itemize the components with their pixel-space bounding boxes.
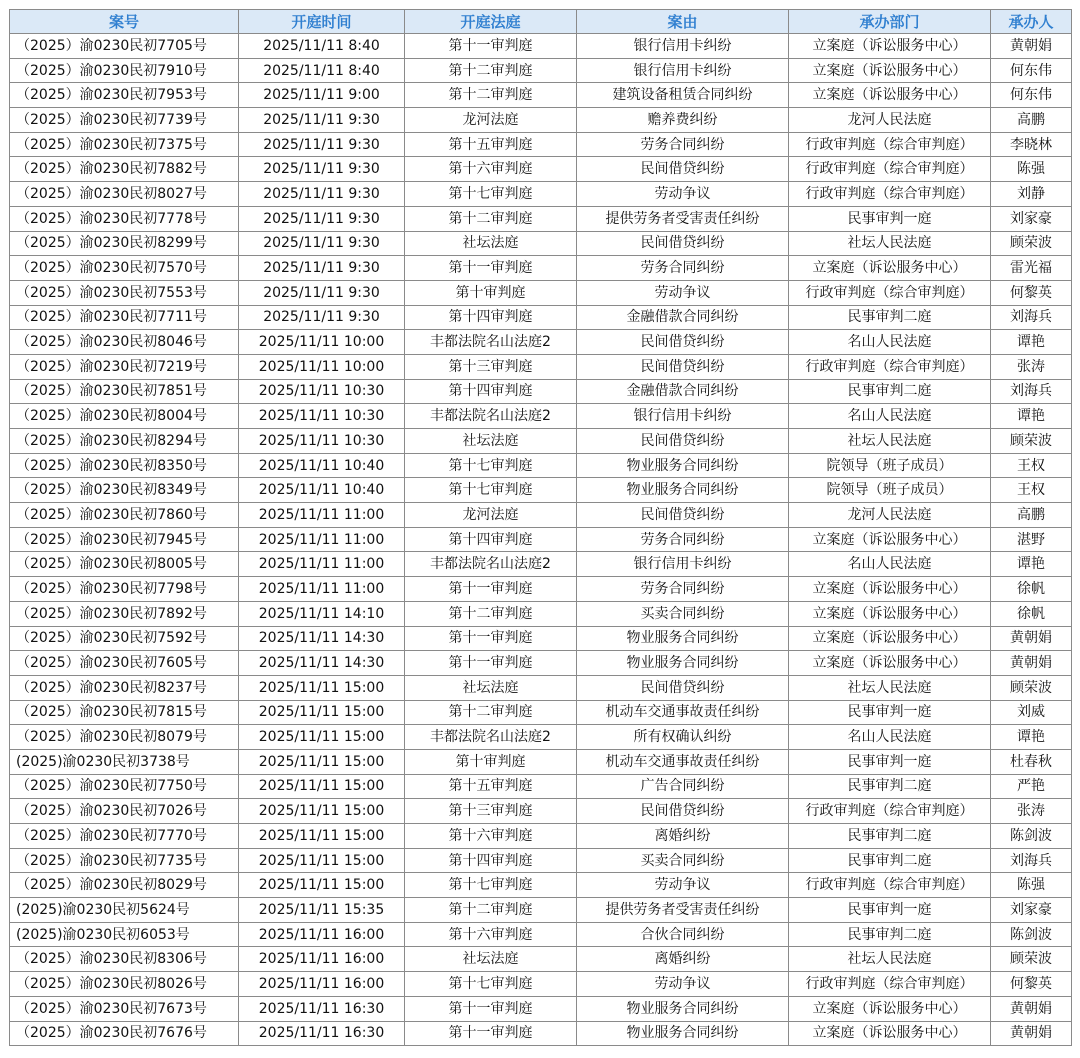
hearing-time-cell: 2025/11/11 14:10 <box>239 601 405 626</box>
courtroom-cell: 第十二审判庭 <box>405 58 577 83</box>
table-row <box>10 626 1072 651</box>
courtroom-cell: 第十五审判庭 <box>405 774 577 799</box>
cause-cell: 离婚纠纷 <box>577 947 789 972</box>
table-row <box>10 824 1072 849</box>
courtroom-cell: 第十六审判庭 <box>405 922 577 947</box>
table-row <box>10 774 1072 799</box>
table-row <box>10 922 1072 947</box>
judge-cell: 何东伟 <box>991 58 1072 83</box>
case-number-cell: （2025）渝0230民初7945号 <box>10 527 239 552</box>
cause-cell: 金融借款合同纠纷 <box>577 379 789 404</box>
courtroom-cell: 第十一审判庭 <box>405 34 577 59</box>
case-number-cell: （2025）渝0230民初8306号 <box>10 947 239 972</box>
table-row <box>10 577 1072 602</box>
department-cell: 名山人民法庭 <box>789 552 991 577</box>
table-row <box>10 749 1072 774</box>
case-number-cell: （2025）渝0230民初8349号 <box>10 478 239 503</box>
courtroom-cell: 第十一审判庭 <box>405 256 577 281</box>
cause-cell: 民间借贷纠纷 <box>577 675 789 700</box>
judge-cell: 高鹏 <box>991 108 1072 133</box>
courtroom-cell: 第十一审判庭 <box>405 577 577 602</box>
judge-cell: 陈强 <box>991 873 1072 898</box>
hearing-time-cell: 2025/11/11 15:00 <box>239 725 405 750</box>
hearing-time-cell: 2025/11/11 15:00 <box>239 774 405 799</box>
department-cell: 行政审判庭（综合审判庭） <box>789 157 991 182</box>
case-number-cell: （2025）渝0230民初8029号 <box>10 873 239 898</box>
case-number-cell: （2025）渝0230民初7815号 <box>10 700 239 725</box>
judge-cell: 刘海兵 <box>991 848 1072 873</box>
case-number-cell: (2025)渝0230民初6053号 <box>10 922 239 947</box>
judge-cell: 何黎英 <box>991 972 1072 997</box>
judge-cell: 黄朝娟 <box>991 651 1072 676</box>
table-row <box>10 379 1072 404</box>
department-cell: 社坛人民法庭 <box>789 231 991 256</box>
table-row <box>10 527 1072 552</box>
courtroom-cell: 社坛法庭 <box>405 429 577 454</box>
hearing-time-cell: 2025/11/11 8:40 <box>239 58 405 83</box>
department-cell: 龙河人民法庭 <box>789 503 991 528</box>
department-cell: 院领导（班子成员） <box>789 453 991 478</box>
courtroom-cell: 第十五审判庭 <box>405 132 577 157</box>
case-number-cell: （2025）渝0230民初7705号 <box>10 34 239 59</box>
courtroom-cell: 丰都法院名山法庭2 <box>405 552 577 577</box>
case-number-cell: （2025）渝0230民初8299号 <box>10 231 239 256</box>
judge-cell: 严艳 <box>991 774 1072 799</box>
cause-cell: 建筑设备租赁合同纠纷 <box>577 83 789 108</box>
case-number-cell: （2025）渝0230民初8237号 <box>10 675 239 700</box>
case-number-cell: （2025）渝0230民初7882号 <box>10 157 239 182</box>
case-number-cell: （2025）渝0230民初7910号 <box>10 58 239 83</box>
table-row <box>10 182 1072 207</box>
judge-cell: 黄朝娟 <box>991 996 1072 1021</box>
hearing-time-cell: 2025/11/11 15:00 <box>239 749 405 774</box>
judge-cell: 张涛 <box>991 354 1072 379</box>
hearing-time-cell: 2025/11/11 9:30 <box>239 132 405 157</box>
cause-cell: 赡养费纠纷 <box>577 108 789 133</box>
cause-cell: 金融借款合同纠纷 <box>577 305 789 330</box>
cause-cell: 银行信用卡纠纷 <box>577 404 789 429</box>
case-number-cell: （2025）渝0230民初8027号 <box>10 182 239 207</box>
cause-cell: 物业服务合同纠纷 <box>577 626 789 651</box>
hearing-time-cell: 2025/11/11 16:30 <box>239 1021 405 1046</box>
table-row <box>10 453 1072 478</box>
table-row <box>10 972 1072 997</box>
case-number-cell: （2025）渝0230民初7735号 <box>10 848 239 873</box>
cause-cell: 物业服务合同纠纷 <box>577 996 789 1021</box>
cause-cell: 物业服务合同纠纷 <box>577 478 789 503</box>
cause-cell: 劳务合同纠纷 <box>577 132 789 157</box>
cause-cell: 劳动争议 <box>577 182 789 207</box>
judge-cell: 刘家豪 <box>991 898 1072 923</box>
department-cell: 立案庭（诉讼服务中心） <box>789 996 991 1021</box>
header-case-number: 案号 <box>10 10 239 34</box>
hearing-time-cell: 2025/11/11 11:00 <box>239 552 405 577</box>
table-row <box>10 206 1072 231</box>
case-number-cell: （2025）渝0230民初8005号 <box>10 552 239 577</box>
courtroom-cell: 丰都法院名山法庭2 <box>405 725 577 750</box>
judge-cell: 陈剑波 <box>991 824 1072 849</box>
header-courtroom: 开庭法庭 <box>405 10 577 34</box>
case-number-cell: （2025）渝0230民初8294号 <box>10 429 239 454</box>
judge-cell: 黄朝娟 <box>991 626 1072 651</box>
table-row <box>10 996 1072 1021</box>
cause-cell: 离婚纠纷 <box>577 824 789 849</box>
judge-cell: 刘家豪 <box>991 206 1072 231</box>
cause-cell: 广告合同纠纷 <box>577 774 789 799</box>
courtroom-cell: 第十七审判庭 <box>405 873 577 898</box>
department-cell: 民事审判二庭 <box>789 922 991 947</box>
courtroom-cell: 第十审判庭 <box>405 749 577 774</box>
cause-cell: 劳务合同纠纷 <box>577 527 789 552</box>
table-row <box>10 873 1072 898</box>
courtroom-cell: 社坛法庭 <box>405 675 577 700</box>
case-number-cell: （2025）渝0230民初7711号 <box>10 305 239 330</box>
cause-cell: 劳动争议 <box>577 873 789 898</box>
cause-cell: 所有权确认纠纷 <box>577 725 789 750</box>
hearing-time-cell: 2025/11/11 9:30 <box>239 256 405 281</box>
hearing-time-cell: 2025/11/11 10:00 <box>239 330 405 355</box>
table-row <box>10 848 1072 873</box>
case-number-cell: （2025）渝0230民初8004号 <box>10 404 239 429</box>
header-department: 承办部门 <box>789 10 991 34</box>
judge-cell: 王权 <box>991 478 1072 503</box>
department-cell: 民事审判一庭 <box>789 206 991 231</box>
department-cell: 立案庭（诉讼服务中心） <box>789 577 991 602</box>
table-row <box>10 132 1072 157</box>
department-cell: 立案庭（诉讼服务中心） <box>789 651 991 676</box>
case-number-cell: （2025）渝0230民初7770号 <box>10 824 239 849</box>
table-row <box>10 1021 1072 1046</box>
case-number-cell: （2025）渝0230民初7892号 <box>10 601 239 626</box>
hearing-time-cell: 2025/11/11 11:00 <box>239 527 405 552</box>
hearing-time-cell: 2025/11/11 15:00 <box>239 848 405 873</box>
hearing-time-cell: 2025/11/11 15:00 <box>239 799 405 824</box>
hearing-time-cell: 2025/11/11 11:00 <box>239 577 405 602</box>
case-number-cell: （2025）渝0230民初7553号 <box>10 280 239 305</box>
department-cell: 名山人民法庭 <box>789 330 991 355</box>
courtroom-cell: 第十四审判庭 <box>405 305 577 330</box>
cause-cell: 银行信用卡纠纷 <box>577 58 789 83</box>
cause-cell: 机动车交通事故责任纠纷 <box>577 749 789 774</box>
table-body <box>10 34 1072 1046</box>
department-cell: 民事审判一庭 <box>789 700 991 725</box>
hearing-time-cell: 2025/11/11 9:30 <box>239 231 405 256</box>
courtroom-cell: 丰都法院名山法庭2 <box>405 330 577 355</box>
judge-cell: 刘静 <box>991 182 1072 207</box>
department-cell: 民事审判二庭 <box>789 848 991 873</box>
table-row <box>10 503 1072 528</box>
cause-cell: 劳动争议 <box>577 972 789 997</box>
judge-cell: 何黎英 <box>991 280 1072 305</box>
department-cell: 民事审判二庭 <box>789 379 991 404</box>
judge-cell: 徐帆 <box>991 601 1072 626</box>
courtroom-cell: 第十二审判庭 <box>405 601 577 626</box>
case-number-cell: （2025）渝0230民初7605号 <box>10 651 239 676</box>
case-number-cell: （2025）渝0230民初8079号 <box>10 725 239 750</box>
hearing-time-cell: 2025/11/11 14:30 <box>239 626 405 651</box>
courtroom-cell: 第十四审判庭 <box>405 527 577 552</box>
cause-cell: 劳务合同纠纷 <box>577 577 789 602</box>
department-cell: 行政审判庭（综合审判庭） <box>789 873 991 898</box>
case-number-cell: （2025）渝0230民初7953号 <box>10 83 239 108</box>
courtroom-cell: 第十六审判庭 <box>405 157 577 182</box>
department-cell: 龙河人民法庭 <box>789 108 991 133</box>
judge-cell: 顾荣波 <box>991 675 1072 700</box>
courtroom-cell: 第十二审判庭 <box>405 898 577 923</box>
department-cell: 民事审判二庭 <box>789 824 991 849</box>
department-cell: 立案庭（诉讼服务中心） <box>789 626 991 651</box>
department-cell: 行政审判庭（综合审判庭） <box>789 972 991 997</box>
department-cell: 立案庭（诉讼服务中心） <box>789 83 991 108</box>
hearing-time-cell: 2025/11/11 15:35 <box>239 898 405 923</box>
case-number-cell: （2025）渝0230民初7375号 <box>10 132 239 157</box>
courtroom-cell: 社坛法庭 <box>405 231 577 256</box>
judge-cell: 谭艳 <box>991 552 1072 577</box>
table-row <box>10 83 1072 108</box>
department-cell: 行政审判庭（综合审判庭） <box>789 354 991 379</box>
courtroom-cell: 第十一审判庭 <box>405 626 577 651</box>
department-cell: 民事审判二庭 <box>789 774 991 799</box>
cause-cell: 民间借贷纠纷 <box>577 157 789 182</box>
table-row <box>10 108 1072 133</box>
courtroom-cell: 丰都法院名山法庭2 <box>405 404 577 429</box>
table-row <box>10 478 1072 503</box>
cause-cell: 民间借贷纠纷 <box>577 330 789 355</box>
courtroom-cell: 第十二审判庭 <box>405 206 577 231</box>
table-row <box>10 305 1072 330</box>
judge-cell: 陈强 <box>991 157 1072 182</box>
table-row <box>10 429 1072 454</box>
table-row <box>10 601 1072 626</box>
cause-cell: 买卖合同纠纷 <box>577 848 789 873</box>
courtroom-cell: 第十七审判庭 <box>405 453 577 478</box>
cause-cell: 物业服务合同纠纷 <box>577 651 789 676</box>
hearing-time-cell: 2025/11/11 9:30 <box>239 157 405 182</box>
judge-cell: 何东伟 <box>991 83 1072 108</box>
header-hearing-time: 开庭时间 <box>239 10 405 34</box>
cause-cell: 银行信用卡纠纷 <box>577 34 789 59</box>
hearing-time-cell: 2025/11/11 16:00 <box>239 947 405 972</box>
judge-cell: 顾荣波 <box>991 429 1072 454</box>
table-row <box>10 58 1072 83</box>
header-judge: 承办人 <box>991 10 1072 34</box>
case-number-cell: （2025）渝0230民初7851号 <box>10 379 239 404</box>
judge-cell: 陈剑波 <box>991 922 1072 947</box>
hearing-time-cell: 2025/11/11 9:30 <box>239 206 405 231</box>
cause-cell: 民间借贷纠纷 <box>577 503 789 528</box>
table-row <box>10 330 1072 355</box>
case-number-cell: (2025)渝0230民初3738号 <box>10 749 239 774</box>
hearing-time-cell: 2025/11/11 15:00 <box>239 873 405 898</box>
department-cell: 立案庭（诉讼服务中心） <box>789 527 991 552</box>
table-row <box>10 354 1072 379</box>
hearing-time-cell: 2025/11/11 16:00 <box>239 972 405 997</box>
courtroom-cell: 第十一审判庭 <box>405 1021 577 1046</box>
table-row <box>10 552 1072 577</box>
cause-cell: 劳务合同纠纷 <box>577 256 789 281</box>
hearing-time-cell: 2025/11/11 15:00 <box>239 675 405 700</box>
cause-cell: 物业服务合同纠纷 <box>577 1021 789 1046</box>
judge-cell: 刘海兵 <box>991 379 1072 404</box>
case-number-cell: （2025）渝0230民初8026号 <box>10 972 239 997</box>
header-cause: 案由 <box>577 10 789 34</box>
case-number-cell: （2025）渝0230民初7750号 <box>10 774 239 799</box>
cause-cell: 银行信用卡纠纷 <box>577 552 789 577</box>
courtroom-cell: 第十七审判庭 <box>405 478 577 503</box>
case-number-cell: (2025)渝0230民初5624号 <box>10 898 239 923</box>
department-cell: 行政审判庭（综合审判庭） <box>789 280 991 305</box>
hearing-time-cell: 2025/11/11 10:40 <box>239 478 405 503</box>
department-cell: 民事审判一庭 <box>789 749 991 774</box>
judge-cell: 谭艳 <box>991 404 1072 429</box>
case-number-cell: （2025）渝0230民初8046号 <box>10 330 239 355</box>
cause-cell: 物业服务合同纠纷 <box>577 453 789 478</box>
judge-cell: 张涛 <box>991 799 1072 824</box>
case-number-cell: （2025）渝0230民初7778号 <box>10 206 239 231</box>
courtroom-cell: 第十二审判庭 <box>405 83 577 108</box>
cause-cell: 提供劳务者受害责任纠纷 <box>577 898 789 923</box>
judge-cell: 雷光福 <box>991 256 1072 281</box>
courtroom-cell: 龙河法庭 <box>405 108 577 133</box>
hearing-time-cell: 2025/11/11 10:40 <box>239 453 405 478</box>
courtroom-cell: 第十六审判庭 <box>405 824 577 849</box>
hearing-time-cell: 2025/11/11 9:30 <box>239 280 405 305</box>
department-cell: 社坛人民法庭 <box>789 675 991 700</box>
courtroom-cell: 第十三审判庭 <box>405 799 577 824</box>
cause-cell: 机动车交通事故责任纠纷 <box>577 700 789 725</box>
cause-cell: 提供劳务者受害责任纠纷 <box>577 206 789 231</box>
department-cell: 名山人民法庭 <box>789 404 991 429</box>
courtroom-cell: 社坛法庭 <box>405 947 577 972</box>
cause-cell: 买卖合同纠纷 <box>577 601 789 626</box>
table-row <box>10 947 1072 972</box>
judge-cell: 谭艳 <box>991 330 1072 355</box>
department-cell: 民事审判二庭 <box>789 305 991 330</box>
table-row <box>10 256 1072 281</box>
courtroom-cell: 第十三审判庭 <box>405 354 577 379</box>
hearing-time-cell: 2025/11/11 16:00 <box>239 922 405 947</box>
case-number-cell: （2025）渝0230民初7592号 <box>10 626 239 651</box>
department-cell: 行政审判庭（综合审判庭） <box>789 182 991 207</box>
department-cell: 行政审判庭（综合审判庭） <box>789 132 991 157</box>
cause-cell: 劳动争议 <box>577 280 789 305</box>
department-cell: 民事审判一庭 <box>789 898 991 923</box>
department-cell: 院领导（班子成员） <box>789 478 991 503</box>
hearing-time-cell: 2025/11/11 10:30 <box>239 429 405 454</box>
cause-cell: 民间借贷纠纷 <box>577 354 789 379</box>
judge-cell: 湛野 <box>991 527 1072 552</box>
hearing-schedule <box>9 9 1071 1046</box>
table-row <box>10 700 1072 725</box>
case-number-cell: （2025）渝0230民初7798号 <box>10 577 239 602</box>
department-cell: 社坛人民法庭 <box>789 429 991 454</box>
cause-cell: 民间借贷纠纷 <box>577 231 789 256</box>
judge-cell: 黄朝娟 <box>991 1021 1072 1046</box>
hearing-time-cell: 2025/11/11 14:30 <box>239 651 405 676</box>
courtroom-cell: 龙河法庭 <box>405 503 577 528</box>
cause-cell: 合伙合同纠纷 <box>577 922 789 947</box>
table-row <box>10 231 1072 256</box>
courtroom-cell: 第十四审判庭 <box>405 848 577 873</box>
case-number-cell: （2025）渝0230民初7673号 <box>10 996 239 1021</box>
hearing-time-cell: 2025/11/11 9:30 <box>239 108 405 133</box>
judge-cell: 王权 <box>991 453 1072 478</box>
department-cell: 行政审判庭（综合审判庭） <box>789 799 991 824</box>
cause-cell: 民间借贷纠纷 <box>577 429 789 454</box>
hearing-time-cell: 2025/11/11 10:00 <box>239 354 405 379</box>
judge-cell: 顾荣波 <box>991 947 1072 972</box>
department-cell: 立案庭（诉讼服务中心） <box>789 601 991 626</box>
courtroom-cell: 第十七审判庭 <box>405 972 577 997</box>
header-row <box>10 10 1072 34</box>
case-number-cell: （2025）渝0230民初7860号 <box>10 503 239 528</box>
judge-cell: 刘海兵 <box>991 305 1072 330</box>
department-cell: 立案庭（诉讼服务中心） <box>789 34 991 59</box>
hearing-time-cell: 2025/11/11 8:40 <box>239 34 405 59</box>
table-row <box>10 34 1072 59</box>
hearing-time-cell: 2025/11/11 16:30 <box>239 996 405 1021</box>
courtroom-cell: 第十一审判庭 <box>405 651 577 676</box>
case-number-cell: （2025）渝0230民初7676号 <box>10 1021 239 1046</box>
table-row <box>10 725 1072 750</box>
judge-cell: 徐帆 <box>991 577 1072 602</box>
table-row <box>10 157 1072 182</box>
hearing-time-cell: 2025/11/11 9:30 <box>239 305 405 330</box>
department-cell: 立案庭（诉讼服务中心） <box>789 256 991 281</box>
judge-cell: 顾荣波 <box>991 231 1072 256</box>
courtroom-cell: 第十四审判庭 <box>405 379 577 404</box>
judge-cell: 谭艳 <box>991 725 1072 750</box>
case-number-cell: （2025）渝0230民初7570号 <box>10 256 239 281</box>
table-row <box>10 675 1072 700</box>
table-row <box>10 651 1072 676</box>
judge-cell: 高鹏 <box>991 503 1072 528</box>
courtroom-cell: 第十二审判庭 <box>405 700 577 725</box>
hearing-time-cell: 2025/11/11 10:30 <box>239 404 405 429</box>
table-row <box>10 898 1072 923</box>
judge-cell: 李晓林 <box>991 132 1072 157</box>
department-cell: 名山人民法庭 <box>789 725 991 750</box>
hearing-time-cell: 2025/11/11 11:00 <box>239 503 405 528</box>
table-row <box>10 799 1072 824</box>
hearing-time-cell: 2025/11/11 10:30 <box>239 379 405 404</box>
hearing-time-cell: 2025/11/11 9:00 <box>239 83 405 108</box>
courtroom-cell: 第十七审判庭 <box>405 182 577 207</box>
cause-cell: 民间借贷纠纷 <box>577 799 789 824</box>
case-number-cell: （2025）渝0230民初8350号 <box>10 453 239 478</box>
department-cell: 社坛人民法庭 <box>789 947 991 972</box>
case-number-cell: （2025）渝0230民初7219号 <box>10 354 239 379</box>
department-cell: 立案庭（诉讼服务中心） <box>789 1021 991 1046</box>
hearing-table <box>9 9 1072 1046</box>
case-number-cell: （2025）渝0230民初7739号 <box>10 108 239 133</box>
department-cell: 立案庭（诉讼服务中心） <box>789 58 991 83</box>
hearing-time-cell: 2025/11/11 9:30 <box>239 182 405 207</box>
table-row <box>10 404 1072 429</box>
courtroom-cell: 第十审判庭 <box>405 280 577 305</box>
hearing-time-cell: 2025/11/11 15:00 <box>239 824 405 849</box>
table-row <box>10 280 1072 305</box>
judge-cell: 黄朝娟 <box>991 34 1072 59</box>
judge-cell: 杜春秋 <box>991 749 1072 774</box>
judge-cell: 刘威 <box>991 700 1072 725</box>
hearing-time-cell: 2025/11/11 15:00 <box>239 700 405 725</box>
courtroom-cell: 第十一审判庭 <box>405 996 577 1021</box>
case-number-cell: （2025）渝0230民初7026号 <box>10 799 239 824</box>
